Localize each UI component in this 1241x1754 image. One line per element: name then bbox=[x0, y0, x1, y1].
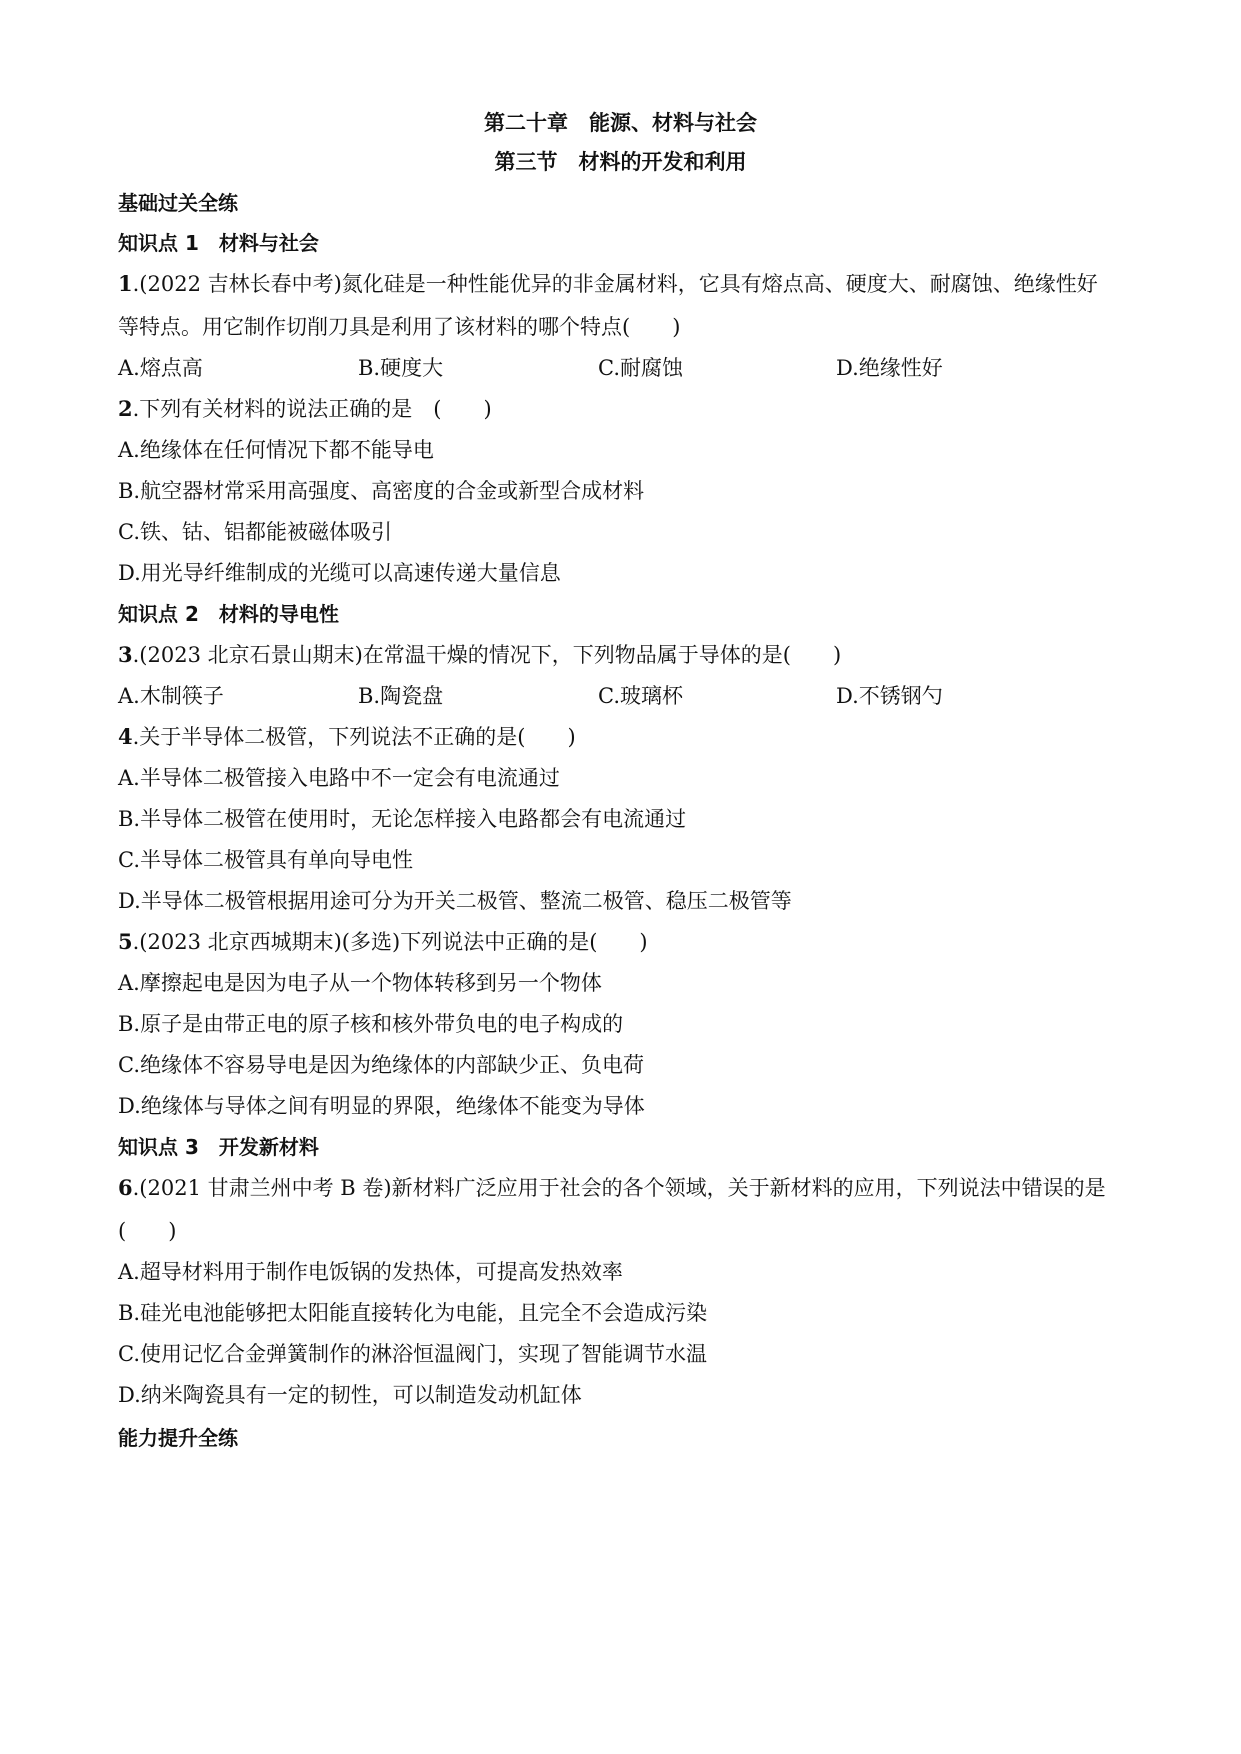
knowledge-point-2: 知识点 2 材料的导电性 bbox=[118, 602, 339, 626]
section-title: 第三节 材料的开发和利用 bbox=[494, 150, 747, 174]
option-b: B.硬度大 bbox=[358, 356, 444, 380]
option-a: A.木制筷子 bbox=[118, 684, 224, 708]
question-6-line-2: ( ) bbox=[118, 1219, 177, 1243]
option-d: D.半导体二极管根据用途可分为开关二极管、整流二极管、稳压二极管等 bbox=[118, 889, 792, 913]
knowledge-point-1: 知识点 1 材料与社会 bbox=[118, 231, 319, 255]
option-c: C.绝缘体不容易导电是因为绝缘体的内部缺少正、负电荷 bbox=[118, 1053, 644, 1077]
question-number: 4 bbox=[118, 724, 133, 749]
question-number: 6 bbox=[118, 1175, 133, 1200]
option-c: C.铁、钴、铝都能被磁体吸引 bbox=[118, 520, 392, 544]
option-a: A.熔点高 bbox=[118, 356, 203, 380]
question-text: .(2021 甘肃兰州中考 B 卷)新材料广泛应用于社会的各个领域，关于新材料的应用，下列说法中错误的是 bbox=[132, 1176, 1106, 1200]
question-5-stem bbox=[118, 928, 648, 956]
question-4-stem bbox=[118, 723, 576, 751]
option-d: D.绝缘体与导体之间有明显的界限，绝缘体不能变为导体 bbox=[118, 1094, 645, 1118]
part-heading-advanced: 能力提升全练 bbox=[118, 1426, 238, 1450]
option-b: B.航空器材常采用高强度、高密度的合金或新型合成材料 bbox=[118, 479, 645, 503]
chapter-title: 第二十章 能源、材料与社会 bbox=[484, 111, 757, 135]
option-b: B.原子是由带正电的原子核和核外带负电的电子构成的 bbox=[118, 1012, 624, 1036]
question-text: .(2022 吉林长春中考)氮化硅是一种性能优异的非金属材料，它具有熔点高、硬度大、耐腐蚀、绝缘性好 bbox=[132, 272, 1098, 296]
option-d: D.纳米陶瓷具有一定的韧性，可以制造发动机缸体 bbox=[118, 1383, 582, 1407]
option-a: A.超导材料用于制作电饭锅的发热体，可提高发热效率 bbox=[118, 1260, 623, 1284]
option-a: A.摩擦起电是因为电子从一个物体转移到另一个物体 bbox=[118, 971, 602, 995]
part-heading-basic: 基础过关全练 bbox=[118, 191, 238, 215]
option-c: C.玻璃杯 bbox=[598, 684, 683, 708]
question-1-line-2: 等特点。用它制作切削刀具是利用了该材料的哪个特点( ) bbox=[118, 315, 681, 339]
option-d: D.不锈钢勺 bbox=[836, 684, 943, 708]
question-1-line-1 bbox=[118, 270, 1098, 298]
option-c: C.使用记忆合金弹簧制作的淋浴恒温阀门，实现了智能调节水温 bbox=[118, 1342, 707, 1366]
question-2-stem bbox=[118, 395, 492, 423]
option-a: A.半导体二极管接入电路中不一定会有电流通过 bbox=[118, 766, 560, 790]
option-a: A.绝缘体在任何情况下都不能导电 bbox=[118, 438, 434, 462]
option-d: D.用光导纤维制成的光缆可以高速传递大量信息 bbox=[118, 561, 561, 585]
question-number: 2 bbox=[118, 396, 133, 421]
question-text: .关于半导体二极管，下列说法不正确的是( ) bbox=[132, 725, 576, 749]
question-text: .(2023 北京石景山期末)在常温干燥的情况下，下列物品属于导体的是( ) bbox=[132, 643, 842, 667]
question-6-line-1 bbox=[118, 1174, 1106, 1202]
option-b: B.陶瓷盘 bbox=[358, 684, 444, 708]
question-number: 3 bbox=[118, 642, 133, 667]
option-d: D.绝缘性好 bbox=[836, 356, 943, 380]
option-c: C.半导体二极管具有单向导电性 bbox=[118, 848, 413, 872]
question-3-stem bbox=[118, 641, 841, 669]
question-number: 1 bbox=[118, 271, 133, 296]
option-c: C.耐腐蚀 bbox=[598, 356, 683, 380]
question-text: .下列有关材料的说法正确的是 ( ) bbox=[132, 397, 492, 421]
option-b: B.半导体二极管在使用时，无论怎样接入电路都会有电流通过 bbox=[118, 807, 687, 831]
option-b: B.硅光电池能够把太阳能直接转化为电能，且完全不会造成污染 bbox=[118, 1301, 708, 1325]
question-number: 5 bbox=[118, 929, 133, 954]
knowledge-point-3: 知识点 3 开发新材料 bbox=[118, 1135, 319, 1159]
question-text: .(2023 北京西城期末)(多选)下列说法中正确的是( ) bbox=[132, 930, 648, 954]
